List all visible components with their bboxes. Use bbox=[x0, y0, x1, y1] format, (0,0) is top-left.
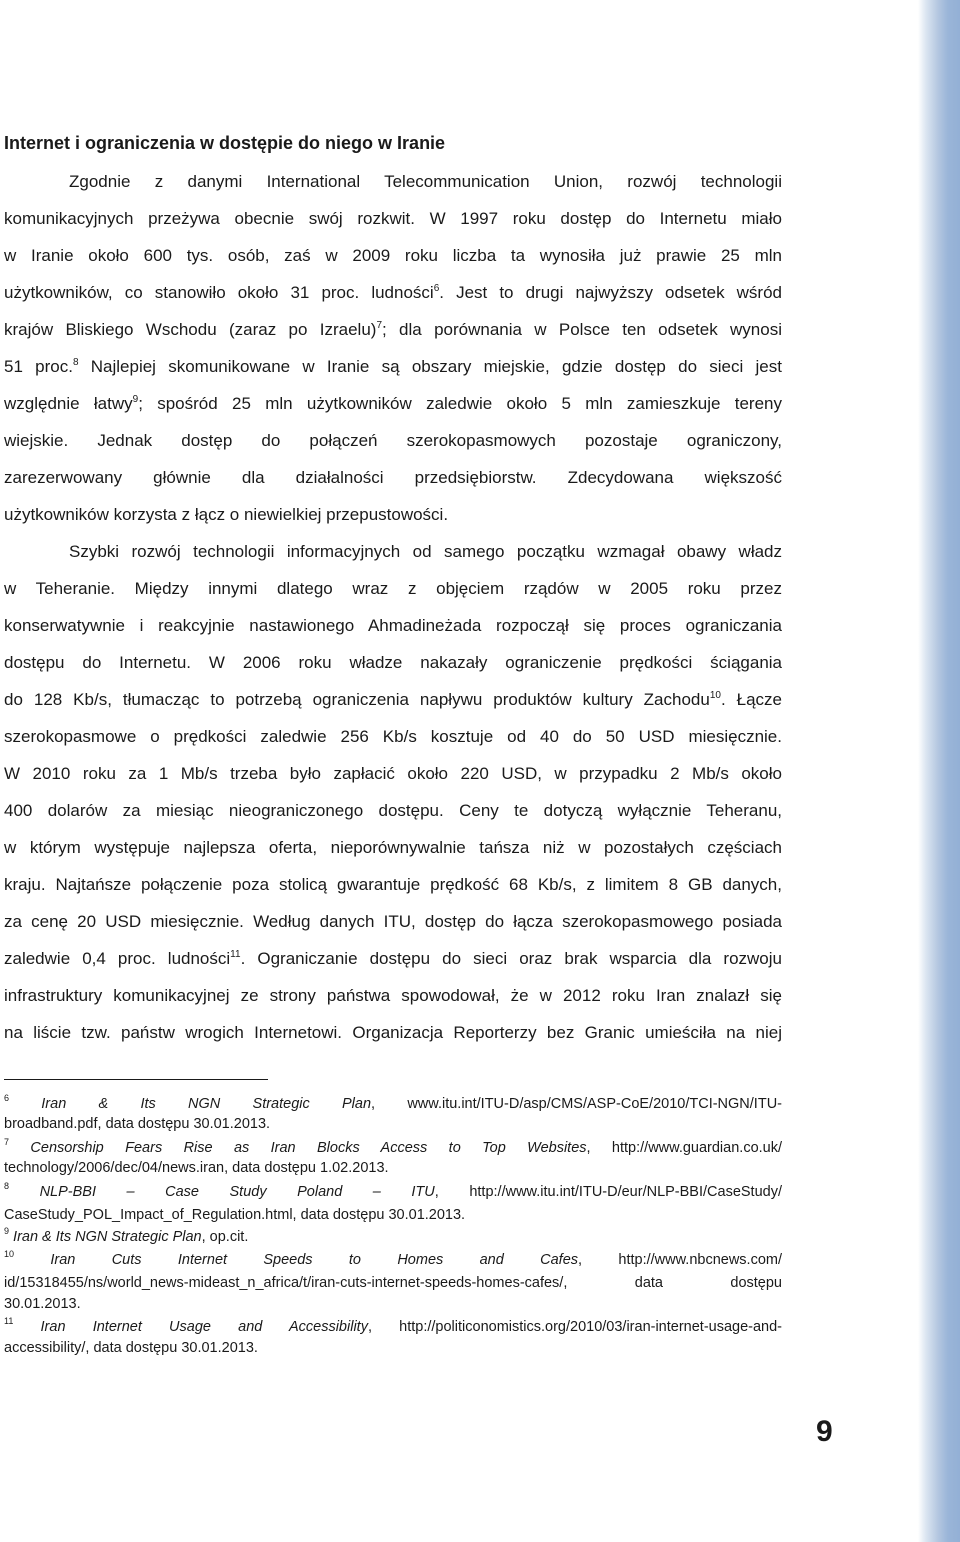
footnote-ref-11[interactable]: 11 bbox=[230, 949, 241, 960]
footnote-ref-8[interactable]: 8 bbox=[72, 357, 79, 368]
body-line: w którym występuje najlepsza oferta, nieporównywalnie tańsza niż w pozostałych częściach bbox=[4, 838, 782, 857]
footnote-9: $^9$ Iran & Its NGN Strategic Plan, op.cit. bbox=[4, 1226, 249, 1245]
body-line: 400 dolarów za miesiąc nieograniczonego dostępu. Ceny te dotyczą wyłącznie Teheranu, bbox=[4, 801, 782, 820]
footnote-10: $^{10}$ Iran Cuts Internet Speeds to Homes and Cafes, http://www.nbcnews.com/ bbox=[4, 1249, 782, 1268]
section-heading: Internet i ograniczenia w dostępie do niego w Iranie bbox=[4, 133, 446, 153]
footnote-6: $^6$ Iran & Its NGN Strategic Plan, www.itu.int/ITU-D/asp/CMS/ASP-CoE/2010/TCI-NGN/ITU- bbox=[4, 1093, 782, 1112]
body-line: 51 proc.$^8$ Najlepiej skomunikowane w Iranie są obszary miejskie, gdzie dostęp do sieci jest bbox=[4, 357, 782, 376]
body-line: konserwatywnie i reakcyjnie nastawionego Ahmadineżada rozpoczął się proces ograniczania bbox=[4, 616, 782, 635]
footnote-8-cont: CaseStudy_POL_Impact_of_Regulation.html, data dostępu 30.01.2013. bbox=[4, 1207, 466, 1223]
body-line: do 128 Kb/s, tłumacząc to potrzebą ograniczenia napływu produktów kultury Zachodu$^{10}$. Łącze bbox=[4, 690, 782, 709]
body-line: Zgodnie z danymi International Telecommunication Union, rozwój technologii bbox=[69, 172, 782, 191]
footnote-10-cont: 30.01.2013. bbox=[4, 1296, 81, 1312]
footnote-ref-6[interactable]: 6 bbox=[433, 283, 440, 294]
footnote-11: $^{11}$ Iran Internet Usage and Accessibility, http://politiconomistics.org/2010/03/iran-internet-usage-and- bbox=[4, 1316, 783, 1335]
body-line: Szybki rozwój technologii informacyjnych od samego początku wzmagał obawy władz bbox=[69, 542, 782, 561]
body-line: zarezerwowany głównie dla działalności przedsiębiorstw. Zdecydowana większość bbox=[4, 468, 782, 487]
footnote-link[interactable]: , http://www.nbcnews.com/ bbox=[578, 1252, 782, 1268]
body-line: zaledwie 0,4 proc. ludności$^{11}$. Ograniczanie dostępu do sieci oraz brak wsparcia dla rozwoju bbox=[4, 949, 782, 968]
body-line: infrastruktury komunikacyjnej ze strony państwa spowodował, że w 2012 roku Iran znalazł się bbox=[4, 986, 782, 1005]
footnote-link[interactable]: , www.itu.int/ITU-D/asp/CMS/ASP-CoE/2010/TCI-NGN/ITU- bbox=[371, 1096, 782, 1112]
body-line: W 2010 roku za 1 Mb/s trzeba było zapłacić około 220 USD, w przypadku 2 Mb/s około bbox=[4, 764, 782, 783]
footnote-7: $^7$ Censorship Fears Rise as Iran Blocks Access to Top Websites, http://www.guardian.co.uk/ bbox=[4, 1137, 782, 1156]
body-line: za cenę 20 USD miesięcznie. Według danych ITU, dostęp do łącza szerokopasmowego posiada bbox=[4, 912, 782, 931]
footnote-6-cont: broadband.pdf, data dostępu 30.01.2013. bbox=[4, 1116, 271, 1132]
body-line: dostępu do Internetu. W 2006 roku władze nakazały ograniczenie prędkości ściągania bbox=[4, 653, 782, 672]
body-line: względnie łatwy$^9$; spośród 25 mln użytkowników zaledwie około 5 mln zamieszkuje tereny bbox=[4, 394, 782, 413]
footnote-ref-9[interactable]: 9 bbox=[132, 394, 139, 405]
body-line: użytkowników, co stanowiło około 31 proc. ludności$^6$. Jest to drugi najwyższy odsetek wśród bbox=[4, 283, 782, 302]
footnote-link[interactable]: , http://www.itu.int/ITU-D/eur/NLP-BBI/CaseStudy/ bbox=[434, 1184, 782, 1200]
body-line: użytkowników korzysta z łącz o niewielkiej przepustowości. bbox=[4, 505, 449, 524]
body-line: szerokopasmowe o prędkości zaledwie 256 Kb/s kosztuje od 40 do 50 USD miesięcznie. bbox=[4, 727, 782, 746]
footnote-link[interactable]: , http://www.guardian.co.uk/ bbox=[586, 1140, 782, 1156]
footnote-ref-7[interactable]: 7 bbox=[376, 320, 383, 331]
footnote-11-cont: accessibility/, data dostępu 30.01.2013. bbox=[4, 1340, 258, 1356]
page-number: 9 bbox=[816, 1415, 833, 1448]
body-line: wiejskie. Jednak dostęp do połączeń szerokopasmowych pozostaje ograniczony, bbox=[4, 431, 782, 450]
footnote-link[interactable]: , http://politiconomistics.org/2010/03/iran-internet-usage-and- bbox=[367, 1319, 783, 1335]
body-line: krajów Bliskiego Wschodu (zaraz po Izraelu)$^7$; dla porównania w Polsce ten odsetek wynosi bbox=[4, 320, 782, 339]
decorative-side-band bbox=[860, 0, 960, 1542]
footnote-7-cont: technology/2006/dec/04/news.iran, data dostępu 1.02.2013. bbox=[4, 1160, 389, 1176]
footnote-separator bbox=[4, 1079, 268, 1080]
footnote-ref-10[interactable]: 10 bbox=[709, 690, 721, 701]
body-line: w Iranie około 600 tys. osób, zaś w 2009 roku liczba ta wynosiła już prawie 25 mln bbox=[4, 246, 782, 265]
footnote-10-cont: id/15318455/ns/world_news-mideast_n_africa/t/iran-cuts-internet-speeds-homes-cafes/, data dostępu bbox=[4, 1275, 782, 1291]
body-line: w Teheranie. Między innymi dlatego wraz z objęciem rządów w 2005 roku przez bbox=[4, 579, 782, 598]
footnote-8: $^8$ NLP-BBI – Case Study Poland – ITU, http://www.itu.int/ITU-D/eur/NLP-BBI/CaseStudy/ bbox=[4, 1181, 782, 1200]
body-line: komunikacyjnych przeżywa obecnie swój rozkwit. W 1997 roku dostęp do Internetu miało bbox=[4, 209, 782, 228]
body-line: na liście tzw. państw wrogich Internetowi. Organizacja Reporterzy bez Granic umieściła na niej bbox=[4, 1023, 782, 1042]
body-line: kraju. Najtańsze połączenie poza stolicą gwarantuje prędkość 68 Kb/s, z limitem 8 GB danych, bbox=[4, 875, 782, 894]
